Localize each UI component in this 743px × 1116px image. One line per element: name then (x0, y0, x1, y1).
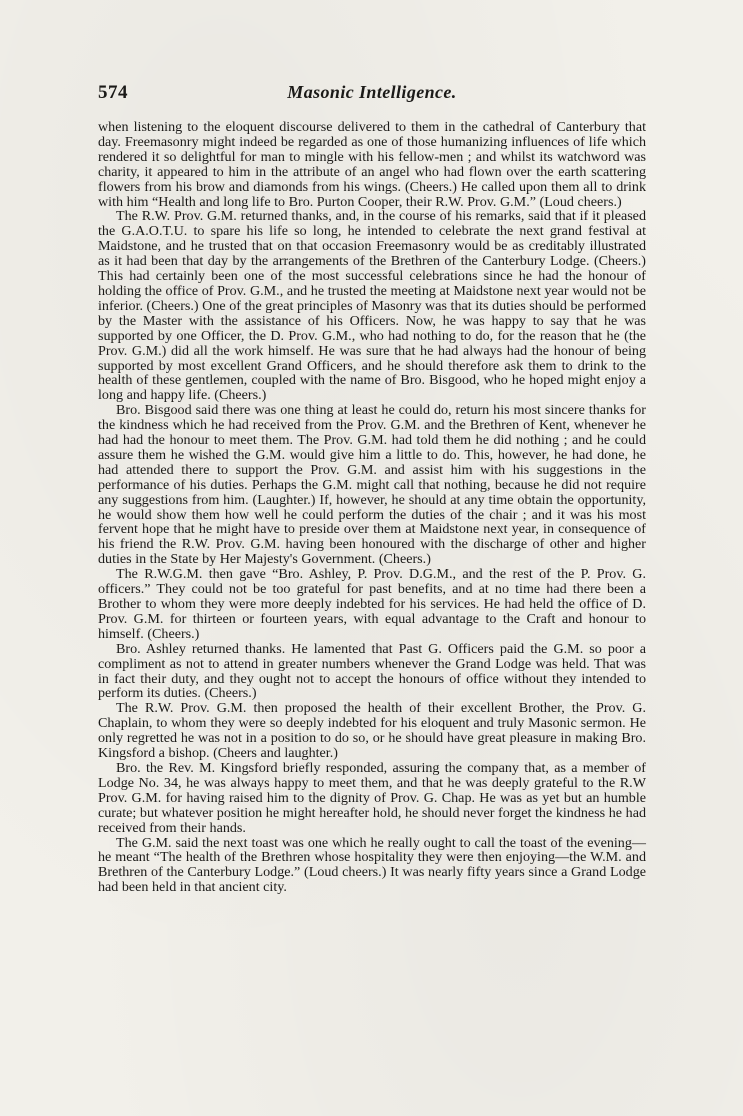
page-number: 574 (98, 82, 128, 103)
paragraph: The R.W.G.M. then gave “Bro. Ashley, P. Prov. D.G.M., and the rest of the P. Prov. G. officers.” They could not be too grateful for past benefits, and at no time had there been a Brother to whom they were more deeply indebted for his services. He had held the office of D. Prov. G.M. for thirteen or fourteen years, with equal advantage to the Craft and honour to himself. (Cheers.) (98, 566, 646, 642)
paragraph: Bro. Ashley returned thanks. He lamented that Past G. Officers paid the G.M. so poor a compliment as not to attend in greater numbers whenever the Grand Lodge was held. That was in fact their duty, and they ought not to accept the honours of office without they intended to perform its duties. (Cheers.) (98, 640, 646, 702)
page-header (98, 82, 646, 106)
paragraph: The G.M. said the next toast was one which he really ought to call the toast of the evening—he meant “The health of the Brethren whose hospitality they were then enjoying—the W.M. and Brethren of the Canterbury Lodge.” (Loud cheers.) It was nearly fifty years since a Grand Lodge had been held in that ancient city. (98, 834, 646, 896)
paragraph: The R.W. Prov. G.M. returned thanks, and, in the course of his remarks, said that if it pleased the G.A.O.T.U. to spare his life so long, he intended to celebrate the next grand festival at Maidstone, and he trusted that on that occasion Freemasonry would be as creditably illustrated as it had been that day by the arrangements of the Brethren of the Canterbury Lodge. (Cheers.) This had certainly been one of the most successful celebrations since he had the honour of holding the office of Prov. G.M., and he trusted the meeting at Maidstone next year would not be inferior. (Cheers.) One of the great principles of Masonry was that its duties should be performed by the Master with the assistance of his Officers. Now, he was happy to say that he was supported by one Officer, the D. Prov. G.M., who had nothing to do, for the reason that he (the Prov. G.M.) did all the work himself. He was sure that he had always had the honour of being supported by most excellent Grand Officers, and he should therefore ask them to drink to the health of these gentlemen, coupled with the name of Bro. Bisgood, who he hoped might enjoy a long and happy life. (Cheers.) (98, 208, 646, 404)
paragraph: The R.W. Prov. G.M. then proposed the health of their excellent Brother, the Prov. G. Chaplain, to whom they were so deeply indebted for his eloquent and truly Masonic sermon. He only regretted he was not in a position to do so, or he should have great pleasure in making Bro. Kingsford a bishop. (Cheers and laughter.) (98, 700, 646, 762)
paragraph: Bro. the Rev. M. Kingsford briefly responded, assuring the company that, as a member of Lodge No. 34, he was always happy to meet them, and that he was deeply grateful to the R.W Prov. G.M. for having raised him to the dignity of Prov. G. Chap. He was as yet but an humble curate; but whatever position he might hereafter hold, he should never forget the kindness he had received from their hands. (98, 759, 646, 836)
paragraph: Bro. Bisgood said there was one thing at least he could do, return his most sincere thanks for the kindness which he had received from the Prov. G.M. and the Brethren of Kent, whenever he had had the honour to meet them. The Prov. G.M. had told them he did nothing ; and he could assure them he wished the G.M. would give him a little to do. This, however, he had done, he had attended there to support the Prov. G.M. and assist him with his suggestions in the performance of his duties. Perhaps the G.M. might call that nothing, because he did not require any suggestions from him. (Laughter.) If, however, he should at any time obtain the opportunity, he would show them how well he could perform the duties of the chair ; and it was his most fervent hope that he might have to preside over them at Maidstone next year, in consequence of his friend the R.W. Prov. G.M. having been honoured with the discharge of other and higher duties in the State by Her Majesty's Government. (Cheers.) (98, 402, 646, 568)
paragraph-continued: when listening to the eloquent discourse delivered to them in the cathedral of Canterbury that day. Freemasonry might indeed be regarded as one of those humanizing influences of life which rendered it so delightful for man to mingle with his fellow-men ; and whilst its watchword was charity, it appeared to him in the attribute of an angel who had flown over the earth scattering flowers from his brow and diamonds from his wings. (Cheers.) He called upon them all to drink with him “Health and long life to Bro. Purton Cooper, their R.W. Prov. G.M.” (Loud cheers.) (98, 119, 646, 210)
running-title: Masonic Intelligence. (287, 82, 457, 102)
article-body (98, 120, 646, 895)
